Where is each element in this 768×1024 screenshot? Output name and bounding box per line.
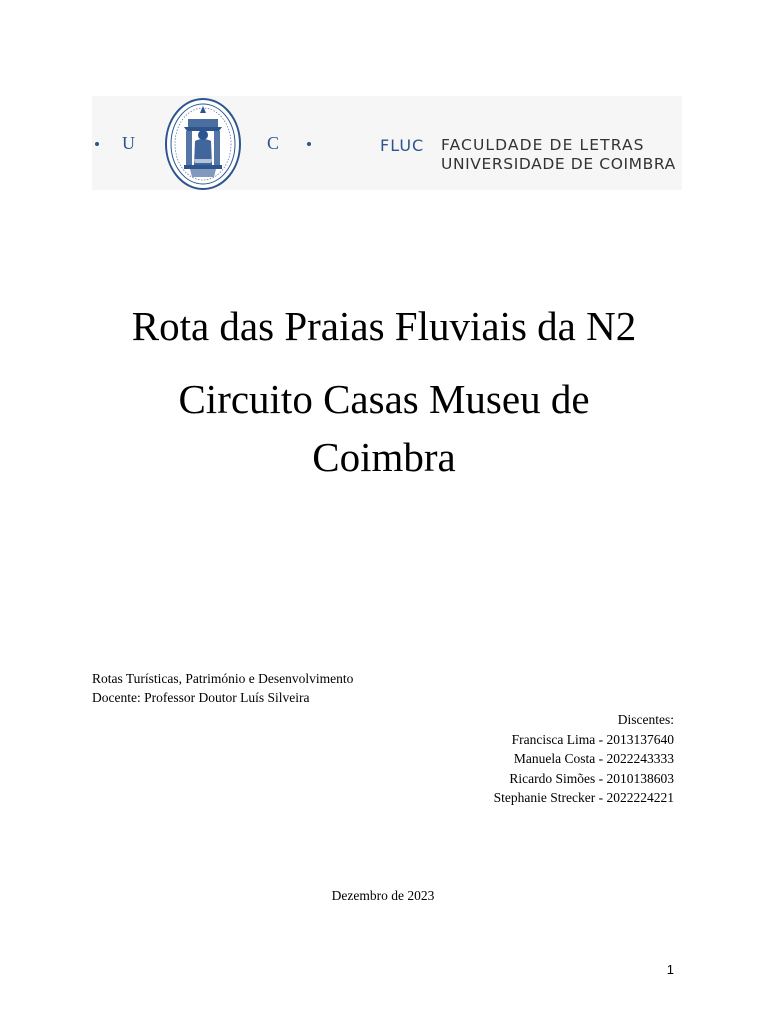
university-name: UNIVERSIDADE DE COIMBRA: [441, 155, 676, 173]
document-title-line-3: Coimbra: [312, 434, 456, 480]
students-heading: Discentes:: [617, 712, 674, 727]
uc-dot-right: [307, 142, 311, 146]
fluc-abbreviation: FLUC: [380, 136, 425, 155]
course-name: Rotas Turísticas, Património e Desenvolvimento: [92, 671, 354, 686]
course-teacher: Docente: Professor Doutor Luís Silveira: [92, 690, 310, 705]
document-date: Dezembro de 2023: [331, 888, 435, 903]
document-title-line-1: Rota das Praias Fluviais da N2: [131, 303, 637, 349]
student-item: Ricardo Simões - 2010138603: [509, 770, 674, 786]
uc-letter-c: C: [267, 133, 280, 153]
page-number: 1: [666, 962, 674, 977]
faculty-name: FACULDADE DE LETRAS: [441, 136, 645, 154]
student-item: Manuela Costa - 2022243333: [513, 751, 674, 766]
university-seal-icon: [164, 97, 242, 191]
document-title-line-2: Circuito Casas Museu de: [178, 376, 590, 422]
students-block: [494, 710, 674, 808]
student-item: Francisca Lima - 2013137640: [511, 731, 674, 747]
uc-dot-left: [95, 142, 99, 146]
uc-letter-u: U: [122, 133, 135, 153]
student-item: Stephanie Strecker - 2022224221: [493, 790, 674, 805]
